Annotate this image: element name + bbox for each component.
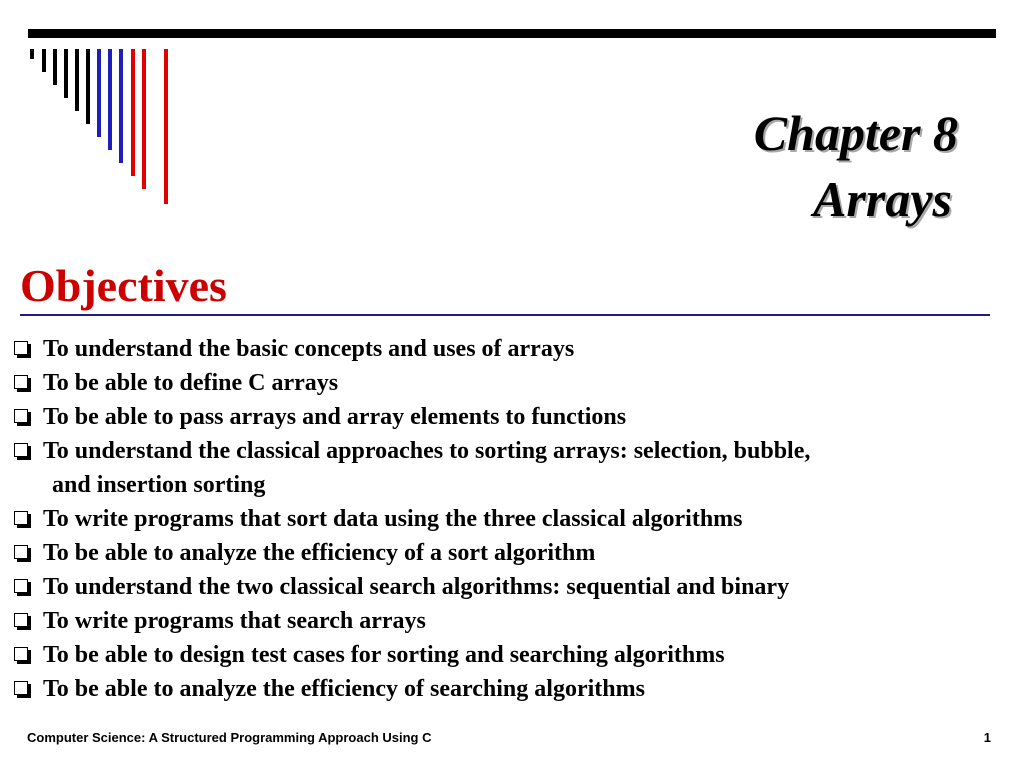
objective-item: [12, 536, 1002, 570]
footer-course-title: Computer Science: A Structured Programming Approach Using C: [27, 730, 432, 745]
objective-item: [12, 366, 1002, 400]
checkbox-bullet-icon: [14, 545, 28, 559]
objective-item: [12, 638, 1002, 672]
objective-continuation: and insertion sorting: [52, 472, 266, 498]
objective-text: To be able to design test cases for sorting and searching algorithms: [43, 642, 725, 668]
top-rule: [28, 29, 996, 38]
objective-text: To write programs that search arrays: [43, 608, 426, 634]
stripe-bar: [119, 49, 123, 163]
stripe-bar: [64, 49, 68, 98]
objective-item: [12, 332, 1002, 366]
objective-item: [12, 502, 1002, 536]
checkbox-bullet-icon: [14, 443, 28, 457]
checkbox-bullet-icon: [14, 511, 28, 525]
stripe-bar: [75, 49, 79, 111]
checkbox-bullet-icon: [14, 613, 28, 627]
stripe-bar: [86, 49, 90, 124]
objective-text: To understand the two classical search algorithms: sequential and binary: [43, 574, 790, 600]
objective-text: To understand the basic concepts and uses of arrays: [43, 336, 575, 362]
objective-text: To understand the classical approaches to sorting arrays: selection, bubble,: [43, 438, 811, 464]
objective-item: [12, 672, 1002, 706]
stripe-bar: [108, 49, 112, 150]
checkbox-bullet-icon: [14, 579, 28, 593]
objectives-heading: Objectives: [20, 260, 227, 311]
stripe-bar: [131, 49, 135, 176]
objective-text: To write programs that sort data using the three classical algorithms: [43, 506, 743, 532]
chapter-subtitle: Arrays: [813, 171, 952, 227]
stripe-bar: [97, 49, 101, 137]
checkbox-bullet-icon: [14, 375, 28, 389]
objective-item: [12, 400, 1002, 434]
objective-item: [12, 434, 1002, 502]
objective-text: To be able to analyze the efficiency of searching algorithms: [43, 676, 645, 702]
stripe-bar: [42, 49, 46, 72]
checkbox-bullet-icon: [14, 409, 28, 423]
checkbox-bullet-icon: [14, 647, 28, 661]
stripe-bar: [142, 49, 146, 189]
objective-text: To be able to define C arrays: [43, 370, 339, 396]
objective-text: To be able to analyze the efficiency of a sort algorithm: [43, 540, 596, 566]
stripe-bar: [53, 49, 57, 85]
stripe-bar: [164, 49, 168, 204]
chapter-title: Chapter 8: [753, 105, 958, 161]
checkbox-bullet-icon: [14, 681, 28, 695]
objective-item: [12, 604, 1002, 638]
heading-rule: [20, 314, 990, 316]
checkbox-bullet-icon: [14, 341, 28, 355]
slide-title: [754, 100, 958, 232]
objective-item: [12, 570, 1002, 604]
stripe-bar: [30, 49, 34, 59]
objectives-list: [12, 332, 1002, 706]
objective-text: To be able to pass arrays and array elements to functions: [43, 404, 627, 430]
page-number: 1: [983, 730, 991, 745]
